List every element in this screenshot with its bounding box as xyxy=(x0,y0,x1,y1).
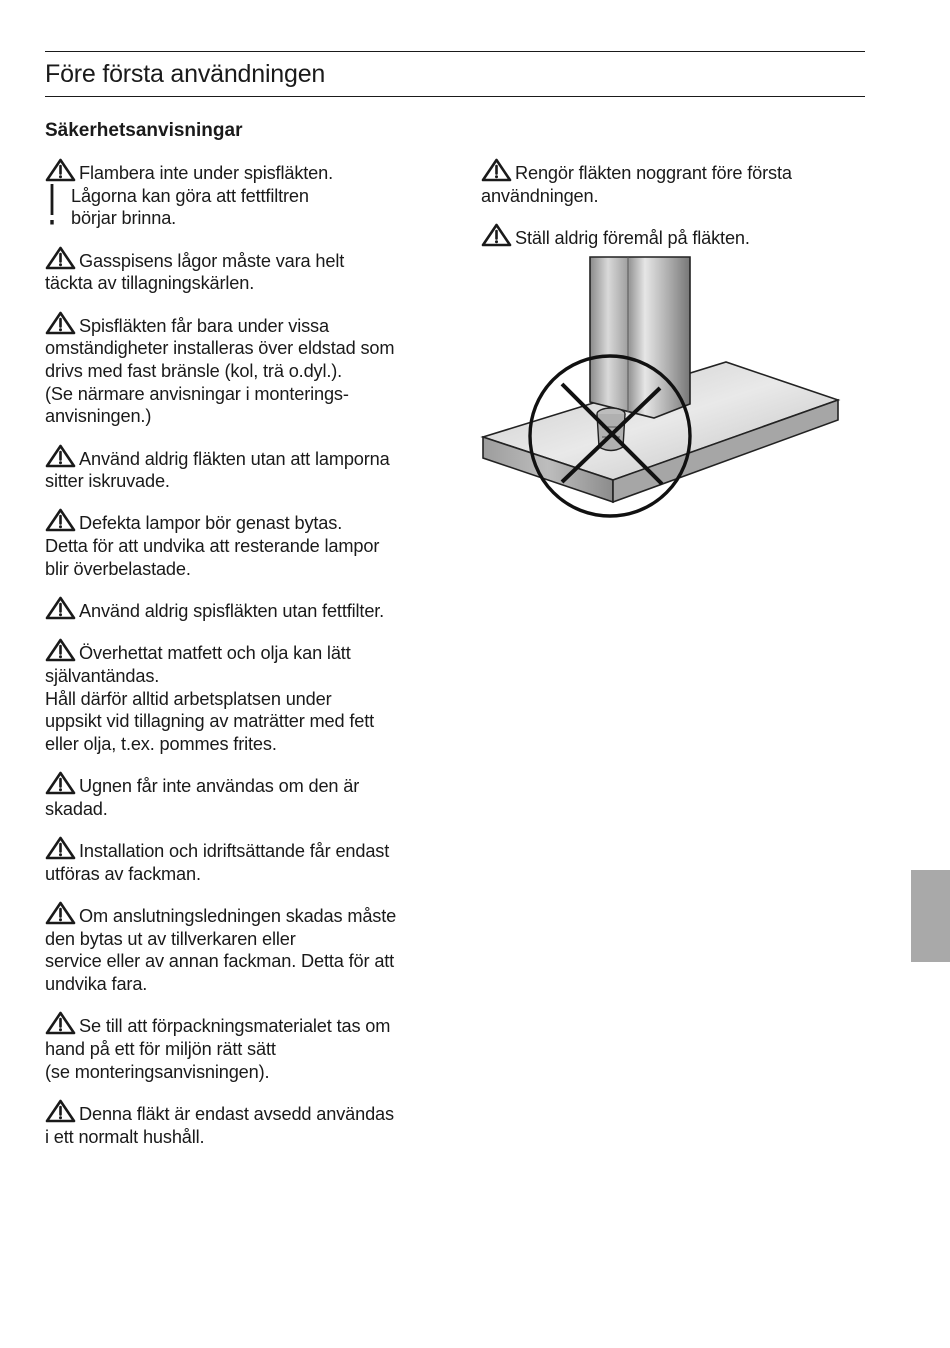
warning-triangle-icon xyxy=(45,596,76,620)
right-column xyxy=(481,158,861,265)
safety-note xyxy=(45,638,440,756)
warning-triangle-icon xyxy=(45,444,76,468)
safety-note-text: Spisfläkten får bara under vissa omständigheter installeras över eldstad som drivs med fast bränsle (kol, trä o.dyl.). (Se närmare anvisningar i monterings- anvisningen.) xyxy=(45,315,395,427)
safety-note-list xyxy=(45,246,440,1149)
page-title: Före första användningen xyxy=(45,60,326,88)
safety-note xyxy=(45,1011,440,1083)
safety-note-text: Överhettat matfett och olja kan lätt självantändas. Håll därför alltid arbetsplatsen under uppsikt vid tillagning av maträtter med fett eller olja, t.ex. pommes frites. xyxy=(45,643,375,755)
warning-triangle-icon xyxy=(45,311,76,335)
safety-note-text: Ugnen får inte användas om den är skadad. xyxy=(45,776,360,819)
safety-note-text: Denna fläkt är endast avsedd användas i ett normalt hushåll. xyxy=(45,1104,394,1147)
header-rule-top xyxy=(45,51,865,52)
safety-note-text: Defekta lampor bör genast bytas. Detta för att undvika att resterande lampor blir överbelastade. xyxy=(45,513,380,579)
safety-note-text: Använd aldrig spisfläkten utan fettfilter. xyxy=(79,601,385,622)
warning-triangle-icon xyxy=(45,158,76,182)
safety-note xyxy=(45,836,440,885)
safety-note xyxy=(45,508,440,580)
warning-triangle-icon xyxy=(45,508,76,532)
safety-note-text: Installation och idriftsättande får endast utföras av fackman. xyxy=(45,841,390,884)
warning-triangle-icon xyxy=(45,246,76,270)
safety-note-text: Se till att förpackningsmaterialet tas om hand på ett för miljön rätt sätt (se monteringsanvisningen). xyxy=(45,1016,391,1082)
safety-note-text: Rengör fläkten noggrant före första användningen. xyxy=(481,163,792,206)
safety-note xyxy=(45,901,440,996)
safety-note-text: Ställ aldrig föremål på fläkten. xyxy=(515,227,750,248)
safety-note xyxy=(45,444,440,493)
safety-note xyxy=(45,1099,440,1148)
safety-note xyxy=(45,246,440,295)
warning-triangle-icon xyxy=(481,158,512,182)
safety-note xyxy=(45,596,440,623)
safety-note-text: Lågorna kan göra att fettfiltren börjar brinna. xyxy=(71,185,309,229)
safety-note xyxy=(481,223,861,250)
safety-note-text: Flambera inte under spisfläkten. xyxy=(79,163,333,183)
safety-note xyxy=(45,771,440,820)
safety-note-text: Gasspisens lågor måste vara helt täckta av tillagningskärlen. xyxy=(45,250,345,294)
safety-note-line xyxy=(45,158,440,185)
header-rule-bottom xyxy=(45,96,865,97)
section-title: Säkerhetsanvisningar xyxy=(45,120,243,141)
safety-note-text: Om anslutningsledningen skadas måste den bytas ut av tillverkaren eller service eller av annan fackman. Detta för att undvika fara. xyxy=(45,906,397,995)
safety-note xyxy=(481,158,861,207)
warning-triangle-icon xyxy=(45,638,76,662)
safety-note-list xyxy=(481,158,861,250)
side-index-tab xyxy=(911,870,950,962)
warning-triangle-icon xyxy=(481,223,512,247)
exclamation-icon xyxy=(49,184,55,226)
warning-triangle-icon xyxy=(45,771,76,795)
warning-triangle-icon xyxy=(45,1011,76,1035)
left-column xyxy=(45,158,440,1164)
safety-note-flambe xyxy=(45,158,440,230)
warning-triangle-icon xyxy=(45,836,76,860)
warning-triangle-icon xyxy=(45,901,76,925)
hood-illustration xyxy=(478,252,843,522)
safety-note-text: Använd aldrig fläkten utan att lamporna sitter iskruvade. xyxy=(45,448,390,492)
warning-triangle-icon xyxy=(45,1099,76,1123)
safety-note xyxy=(45,311,440,429)
